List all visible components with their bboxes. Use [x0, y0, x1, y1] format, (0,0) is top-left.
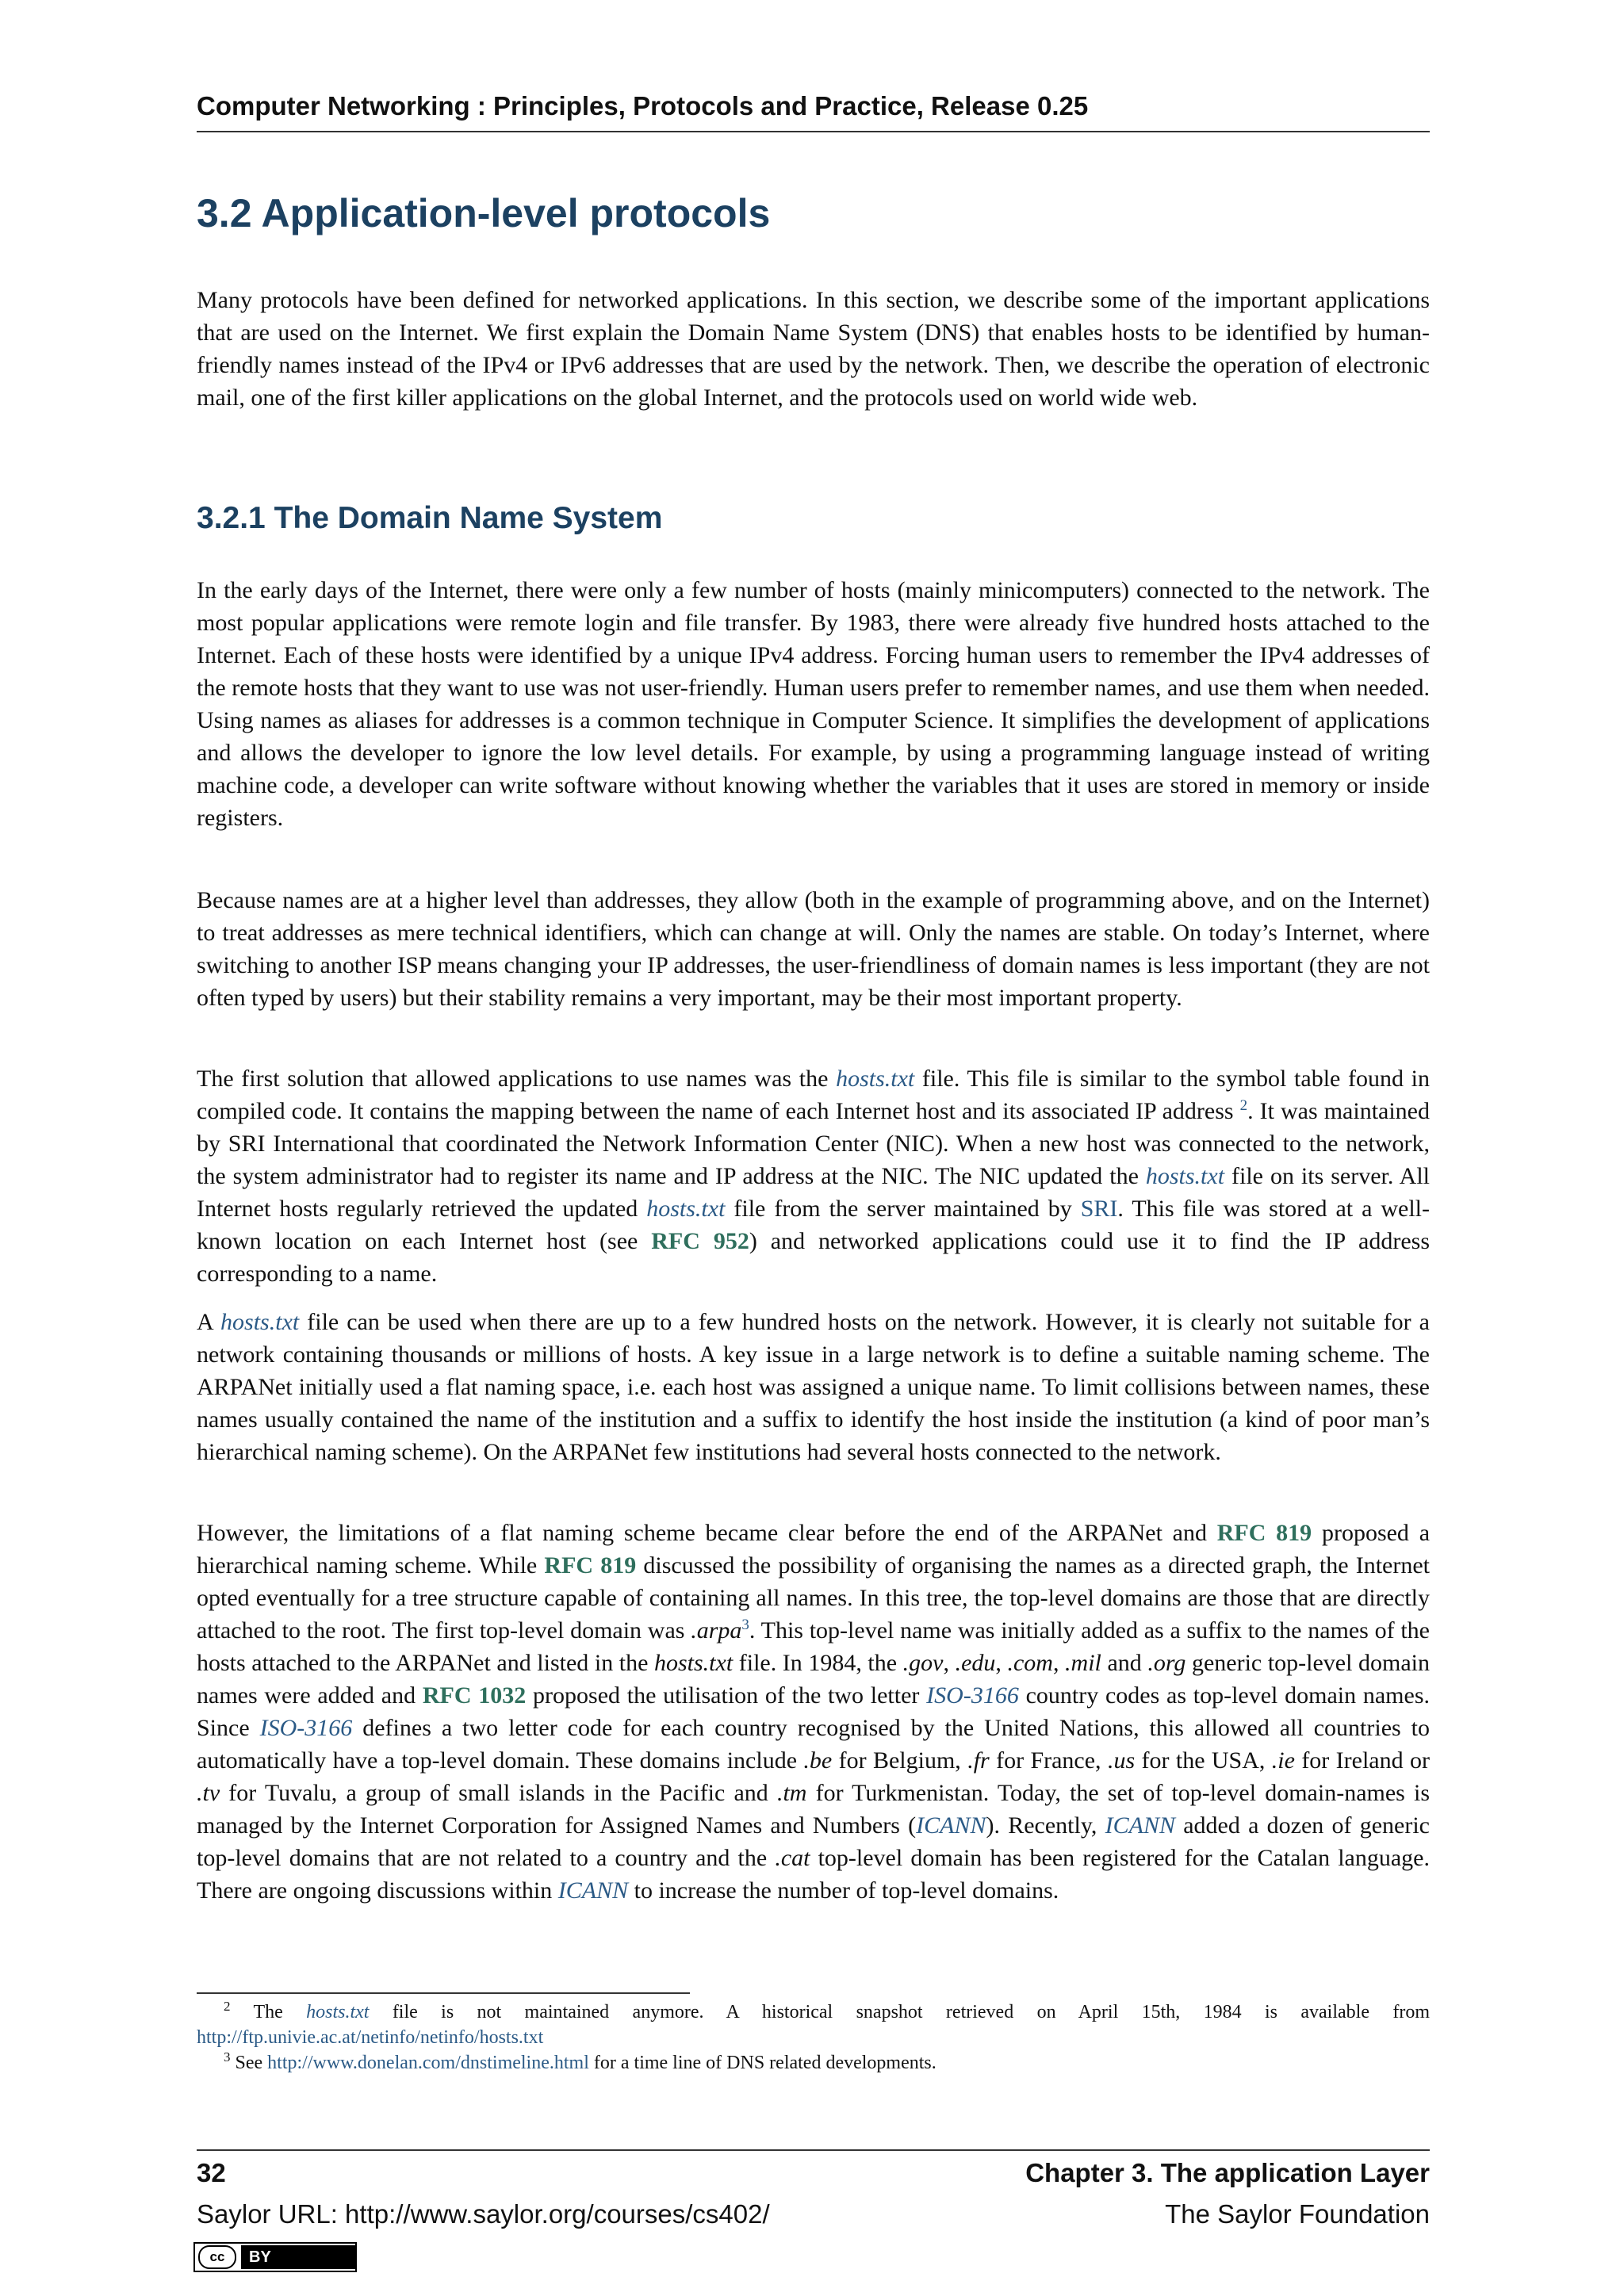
rfc-1032-link[interactable]: RFC 1032	[422, 1682, 527, 1709]
rfc-819-link[interactable]: RFC 819	[1216, 1520, 1312, 1546]
running-header: Computer Networking : Principles, Protocols and Practice, Release 0.25	[197, 91, 1430, 132]
footer-divider	[197, 2149, 1430, 2151]
cc-icon: cc	[198, 2245, 236, 2269]
dns-timeline-url-link[interactable]: http://www.donelan.com/dnstimeline.html	[267, 2053, 589, 2073]
saylor-foundation: The Saylor Foundation	[1165, 2199, 1430, 2229]
footnote-divider	[197, 1992, 690, 1994]
paragraph-top-level-domains: However, the limitations of a flat naming scheme became clear before the end of the ARPANet and RFC 819 proposed a hierarchical naming scheme. While RFC 819 discussed the possibility of organising the names as a directed graph, the Internet opted eventually for a tree structure capable of containing all names. In this tree, the top-level domains are those that are directly attached to the root. The first top-level domain was .arpa$^3$. This top-level name was initially added as a suffix to the names of the hosts attached to the ARPANet and listed in the hosts.txt file. In 1984, the .gov, .edu, .com, .mil and .org generic top-level domain names were added and RFC 1032 proposed the utilisation of the two letter ISO-3166 country codes as top-level domain names. Since ISO-3166 defines a two letter code for each country recognised by the United Nations, this allowed all countries to automatically have a top-level domain. These domains include .be for Belgium, .fr for France, .us for the USA, .ie for Ireland or .tv for Tuvalu, a group of small islands in the Pacific and .tm for Turkmenistan. Today, the set of top-level domain-names is managed by the Internet Corporation for Assigned Names and Numbers (ICANN). Recently, ICANN added a dozen of generic top-level domains that are not related to a country and the .cat top-level domain has been registered for the Catalan language. There are ongoing discussions within ICANN to increase the number of top-level domains.	[197, 1520, 1431, 1904]
saylor-url[interactable]: Saylor URL: http://www.saylor.org/courses/cs402/	[197, 2199, 770, 2229]
section-title: 3.2 Application-level protocols	[197, 191, 771, 235]
rfc-952-link[interactable]: RFC 952	[651, 1228, 749, 1254]
footer-bottom-row	[197, 2199, 1430, 2229]
footnote-ref-2[interactable]: 2	[1239, 1097, 1248, 1114]
rfc-819-link[interactable]: RFC 819	[544, 1552, 637, 1578]
hosts-txt-link[interactable]: hosts.txt	[836, 1066, 915, 1092]
footnote-2: $^2$ The hosts.txt file is not maintained anymore. A historical snapshot retrieved on April 15th, 1984 is available from http://ftp.univie.ac.at/netinfo/netinfo/hosts.txt	[197, 1999, 1430, 2048]
hosts-txt-link[interactable]: hosts.txt	[220, 1309, 300, 1335]
icann-link[interactable]: ICANN	[1105, 1812, 1175, 1839]
iso-3166-link[interactable]: ISO-3166	[926, 1682, 1019, 1709]
footnote-3: $^3$ See http://www.donelan.com/dnstimeline.html for a time line of DNS related developments.	[224, 2049, 936, 2073]
hosts-txt-link[interactable]: hosts.txt	[1145, 1163, 1225, 1189]
paragraph-early-days: In the early days of the Internet, there were only a few number of hosts (mainly minicomputers) connected to the network. The most popular applications were remote login and file transfer. By 1983, there were already five hundred hosts attached to the Internet. Each of these hosts were identified by a unique IPv4 address. Forcing human users to remember the IPv4 addresses of the remote hosts that they want to use was not user-friendly. Human users prefer to remember names, and use them when needed. Using names as aliases for addresses is a common technique in Computer Science. It simplifies the development of applications and allows the developer to ignore the low level details. For example, by using a programming language instead of writing machine code, a developer can write software without knowing whether the variables that it uses are stored in memory or inside registers.	[197, 577, 1430, 831]
footnote-ref-3[interactable]: 3	[741, 1617, 749, 1633]
icann-link[interactable]: ICANN	[916, 1812, 986, 1839]
hosts-txt-link[interactable]: hosts.txt	[646, 1196, 726, 1222]
paragraph-naming-scheme: A hosts.txt file can be used when there are up to a few hundred hosts on the network. However, it is clearly not suitable for a network containing thousands or millions of hosts. A key issue in a large network is to define a suitable naming scheme. The ARPANet initially used a flat naming space, i.e. each host was assigned a unique name. To limit collisions between names, these names usually contained the name of the institution and a suffix to identify the host inside the institution (a kind of poor man’s hierarchical naming scheme). On the ARPANet few institutions had several hosts connected to the network.	[197, 1309, 1430, 1465]
sri-link[interactable]: SRI	[1080, 1196, 1118, 1222]
intro-paragraph: Many protocols have been defined for networked applications. In this section, we describe some of the important applications that are used on the Internet. We first explain the Domain Name System (DNS) that enables hosts to be identified by human-friendly names instead of the IPv4 or IPv6 addresses that are used by the network. Then, we describe the operation of electronic mail, one of the first killer applications on the global Internet, and the protocols used on world wide web.	[197, 287, 1430, 411]
chapter-title: Chapter 3. The application Layer	[1025, 2158, 1430, 2187]
cc-by-license-badge[interactable]	[193, 2242, 357, 2272]
hosts-txt-url-link[interactable]: http://ftp.univie.ac.at/netinfo/netinfo/hosts.txt	[197, 2027, 544, 2048]
page-number: 32	[197, 2158, 226, 2187]
footer-top-row	[197, 2158, 1430, 2188]
hosts-txt-link[interactable]: hosts.txt	[306, 2002, 370, 2022]
icann-link[interactable]: ICANN	[557, 1877, 629, 1904]
iso-3166-link[interactable]: ISO-3166	[259, 1715, 353, 1741]
subsection-title: 3.2.1 The Domain Name System	[197, 501, 663, 535]
by-icon: BY	[241, 2245, 355, 2269]
paragraph-names-vs-addresses: Because names are at a higher level than addresses, they allow (both in the example of programming above, and on the Internet) to treat addresses as mere technical identifiers, which can change at will. Only the names are stable. On today’s Internet, where switching to another ISP means changing your IP addresses, the user-friendliness of domain names is less important (they are not often typed by users) but their stability remains a very important, may be their most important property.	[197, 887, 1430, 1011]
paragraph-hosts-txt: The first solution that allowed applications to use names was the hosts.txt file. This file is similar to the symbol table found in compiled code. It contains the mapping between the name of each Internet host and its associated IP address $^2$. It was maintained by SRI International that coordinated the Network Information Center (NIC). When a new host was connected to the network, the system administrator had to register its name and IP address at the NIC. The NIC updated the hosts.txt file on its server. All Internet hosts regularly retrieved the updated hosts.txt file from the server maintained by SRI. This file was stored at a well-known location on each Internet host (see RFC 952) and networked applications could use it to find the IP address corresponding to a name.	[197, 1066, 1430, 1287]
